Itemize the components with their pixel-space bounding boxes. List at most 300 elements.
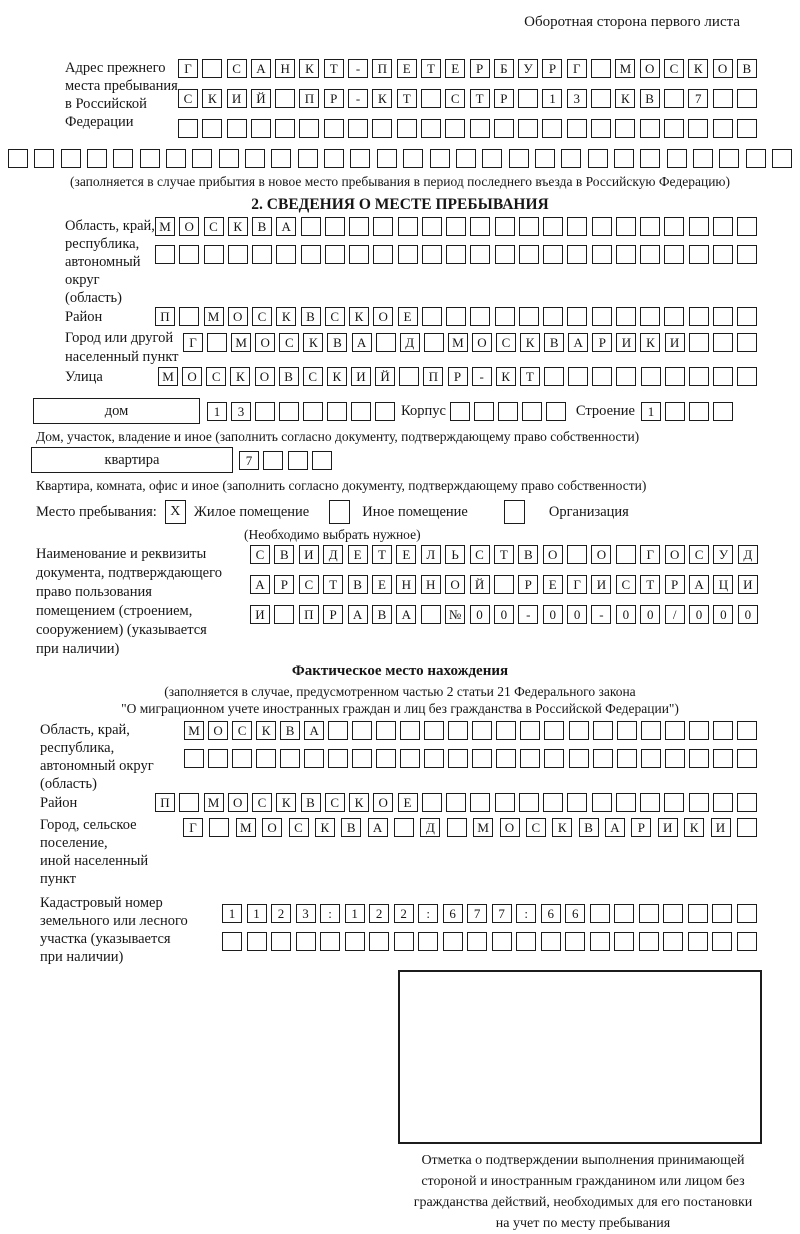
form-cell[interactable] xyxy=(641,749,661,768)
form-cell[interactable] xyxy=(664,245,684,264)
form-cell[interactable]: 0 xyxy=(640,605,660,624)
form-cell[interactable]: В xyxy=(341,818,361,837)
form-cell[interactable] xyxy=(369,932,389,951)
form-cell[interactable] xyxy=(274,605,294,624)
form-cell[interactable] xyxy=(543,217,563,236)
form-cell[interactable] xyxy=(376,721,396,740)
form-cell[interactable] xyxy=(166,149,186,168)
form-cell[interactable]: О xyxy=(228,307,248,326)
form-cell[interactable] xyxy=(256,749,276,768)
form-cell[interactable]: А xyxy=(689,575,709,594)
form-cell[interactable] xyxy=(592,245,612,264)
form-cell[interactable] xyxy=(470,217,490,236)
form-cell[interactable]: А xyxy=(251,59,271,78)
form-cell[interactable]: М xyxy=(448,333,468,352)
form-cell[interactable] xyxy=(8,149,28,168)
form-cell[interactable] xyxy=(616,545,636,564)
form-cell[interactable] xyxy=(737,307,757,326)
form-cell[interactable] xyxy=(737,217,757,236)
form-cell[interactable] xyxy=(737,367,757,386)
form-cell[interactable] xyxy=(565,932,585,951)
form-cell[interactable] xyxy=(312,451,332,470)
form-cell[interactable]: И xyxy=(738,575,758,594)
form-cell[interactable] xyxy=(421,119,441,138)
form-cell[interactable]: С xyxy=(325,307,345,326)
form-cell[interactable] xyxy=(663,904,683,923)
form-cell[interactable]: 6 xyxy=(443,904,463,923)
form-cell[interactable] xyxy=(567,545,587,564)
form-cell[interactable]: О xyxy=(472,333,492,352)
form-cell[interactable] xyxy=(737,245,757,264)
form-cell[interactable]: О xyxy=(373,793,393,812)
form-cell[interactable] xyxy=(737,904,757,923)
form-cell[interactable]: С xyxy=(445,89,465,108)
form-cell[interactable] xyxy=(689,307,709,326)
form-cell[interactable] xyxy=(376,749,396,768)
form-cell[interactable] xyxy=(424,333,444,352)
form-cell[interactable] xyxy=(492,932,512,951)
form-cell[interactable]: С xyxy=(470,545,490,564)
form-cell[interactable]: У xyxy=(713,545,733,564)
form-cell[interactable]: И xyxy=(711,818,731,837)
form-cell[interactable]: М xyxy=(473,818,493,837)
form-cell[interactable]: 0 xyxy=(616,605,636,624)
form-cell[interactable] xyxy=(614,904,634,923)
form-cell[interactable] xyxy=(245,149,265,168)
form-cell[interactable] xyxy=(422,307,442,326)
form-cell[interactable]: Г xyxy=(183,818,203,837)
form-cell[interactable] xyxy=(470,245,490,264)
form-cell[interactable] xyxy=(352,749,372,768)
form-cell[interactable]: К xyxy=(552,818,572,837)
form-cell[interactable] xyxy=(496,749,516,768)
form-cell[interactable] xyxy=(87,149,107,168)
form-cell[interactable] xyxy=(541,932,561,951)
form-cell[interactable] xyxy=(251,119,271,138)
form-cell[interactable]: К xyxy=(303,333,323,352)
form-cell[interactable]: 2 xyxy=(394,904,414,923)
form-cell[interactable] xyxy=(372,119,392,138)
form-cell[interactable] xyxy=(288,451,308,470)
form-cell[interactable]: 6 xyxy=(541,904,561,923)
form-cell[interactable]: Н xyxy=(396,575,416,594)
form-cell[interactable] xyxy=(688,932,708,951)
form-cell[interactable] xyxy=(689,402,709,421)
form-cell[interactable]: В xyxy=(301,793,321,812)
form-cell[interactable] xyxy=(665,367,685,386)
form-cell[interactable] xyxy=(472,721,492,740)
form-cell[interactable] xyxy=(375,402,395,421)
form-cell[interactable] xyxy=(470,119,490,138)
form-cell[interactable]: - xyxy=(591,605,611,624)
form-cell[interactable] xyxy=(350,149,370,168)
form-cell[interactable]: М xyxy=(615,59,635,78)
form-cell[interactable] xyxy=(422,217,442,236)
form-cell[interactable]: Е xyxy=(372,575,392,594)
form-cell[interactable] xyxy=(232,749,252,768)
form-cell[interactable] xyxy=(228,245,248,264)
form-cell[interactable] xyxy=(482,149,502,168)
form-cell[interactable] xyxy=(567,793,587,812)
form-cell[interactable]: О xyxy=(182,367,202,386)
form-cell[interactable]: С xyxy=(303,367,323,386)
form-cell[interactable]: / xyxy=(665,605,685,624)
form-cell[interactable] xyxy=(301,217,321,236)
form-cell[interactable] xyxy=(219,149,239,168)
form-cell[interactable]: Р xyxy=(324,89,344,108)
form-cell[interactable] xyxy=(446,793,466,812)
form-cell[interactable]: В xyxy=(640,89,660,108)
form-cell[interactable] xyxy=(202,59,222,78)
form-cell[interactable]: С xyxy=(232,721,252,740)
form-cell[interactable] xyxy=(450,402,470,421)
form-cell[interactable]: 0 xyxy=(738,605,758,624)
form-cell[interactable] xyxy=(535,149,555,168)
form-cell[interactable] xyxy=(456,149,476,168)
form-cell[interactable] xyxy=(640,245,660,264)
form-cell[interactable] xyxy=(689,245,709,264)
form-cell[interactable] xyxy=(772,149,792,168)
form-cell[interactable]: К xyxy=(327,367,347,386)
form-cell[interactable] xyxy=(403,149,423,168)
form-cell[interactable]: С xyxy=(689,545,709,564)
form-cell[interactable] xyxy=(713,793,733,812)
form-cell[interactable]: С xyxy=(616,575,636,594)
form-cell[interactable] xyxy=(689,217,709,236)
form-cell[interactable] xyxy=(737,333,757,352)
form-cell[interactable] xyxy=(352,721,372,740)
form-cell[interactable] xyxy=(569,721,589,740)
form-cell[interactable] xyxy=(398,217,418,236)
form-cell[interactable] xyxy=(689,333,709,352)
form-cell[interactable] xyxy=(470,793,490,812)
form-cell[interactable] xyxy=(641,721,661,740)
form-cell[interactable] xyxy=(665,402,685,421)
form-cell[interactable] xyxy=(616,367,636,386)
form-cell[interactable]: 1 xyxy=(247,904,267,923)
form-cell[interactable] xyxy=(567,307,587,326)
form-cell[interactable] xyxy=(688,904,708,923)
form-cell[interactable] xyxy=(519,307,539,326)
form-cell[interactable]: 7 xyxy=(688,89,708,108)
form-cell[interactable] xyxy=(494,119,514,138)
form-cell[interactable] xyxy=(543,245,563,264)
form-cell[interactable]: Т xyxy=(520,367,540,386)
form-cell[interactable] xyxy=(616,307,636,326)
form-cell[interactable]: С xyxy=(204,217,224,236)
form-cell[interactable]: К xyxy=(228,217,248,236)
form-cell[interactable] xyxy=(399,367,419,386)
form-cell[interactable] xyxy=(561,149,581,168)
form-cell[interactable]: К xyxy=(276,793,296,812)
form-cell[interactable]: О xyxy=(665,545,685,564)
form-cell[interactable] xyxy=(373,245,393,264)
form-cell[interactable] xyxy=(713,217,733,236)
form-cell[interactable]: М xyxy=(204,793,224,812)
form-cell[interactable] xyxy=(544,721,564,740)
form-cell[interactable] xyxy=(207,333,227,352)
form-cell[interactable]: П xyxy=(423,367,443,386)
form-cell[interactable] xyxy=(447,818,467,837)
form-cell[interactable]: Б xyxy=(494,59,514,78)
form-cell[interactable] xyxy=(227,119,247,138)
form-cell[interactable] xyxy=(276,245,296,264)
form-cell[interactable]: В xyxy=(737,59,757,78)
form-cell[interactable] xyxy=(296,932,316,951)
form-cell[interactable] xyxy=(422,793,442,812)
form-cell[interactable]: К xyxy=(688,59,708,78)
form-cell[interactable] xyxy=(689,793,709,812)
form-cell[interactable] xyxy=(298,149,318,168)
form-cell[interactable] xyxy=(304,749,324,768)
form-cell[interactable]: П xyxy=(299,605,319,624)
form-cell[interactable]: Р xyxy=(470,59,490,78)
form-cell[interactable]: М xyxy=(184,721,204,740)
form-cell[interactable]: К xyxy=(520,333,540,352)
form-cell[interactable]: Е xyxy=(445,59,465,78)
form-cell[interactable] xyxy=(472,749,492,768)
form-cell[interactable]: М xyxy=(236,818,256,837)
form-cell[interactable] xyxy=(325,217,345,236)
form-cell[interactable]: 2 xyxy=(271,904,291,923)
form-cell[interactable]: И xyxy=(250,605,270,624)
form-cell[interactable] xyxy=(61,149,81,168)
form-cell[interactable] xyxy=(737,793,757,812)
form-cell[interactable]: Р xyxy=(665,575,685,594)
form-cell[interactable] xyxy=(639,932,659,951)
form-cell[interactable] xyxy=(569,749,589,768)
form-cell[interactable]: С xyxy=(289,818,309,837)
form-cell[interactable] xyxy=(592,217,612,236)
organization-checkbox[interactable] xyxy=(504,500,525,524)
form-cell[interactable]: Е xyxy=(398,307,418,326)
form-cell[interactable] xyxy=(519,793,539,812)
form-cell[interactable]: К xyxy=(315,818,335,837)
form-cell[interactable]: С xyxy=(664,59,684,78)
form-cell[interactable]: О xyxy=(262,818,282,837)
form-cell[interactable] xyxy=(640,793,660,812)
form-cell[interactable] xyxy=(737,818,757,837)
form-cell[interactable]: 1 xyxy=(222,904,242,923)
form-cell[interactable]: Ц xyxy=(713,575,733,594)
form-cell[interactable] xyxy=(325,245,345,264)
form-cell[interactable] xyxy=(592,367,612,386)
form-cell[interactable] xyxy=(614,932,634,951)
form-cell[interactable]: А xyxy=(276,217,296,236)
form-cell[interactable] xyxy=(445,119,465,138)
form-cell[interactable]: К xyxy=(640,333,660,352)
form-cell[interactable]: 0 xyxy=(567,605,587,624)
form-cell[interactable] xyxy=(640,217,660,236)
form-cell[interactable]: Г xyxy=(183,333,203,352)
form-cell[interactable] xyxy=(546,402,566,421)
form-cell[interactable] xyxy=(518,89,538,108)
form-cell[interactable] xyxy=(327,402,347,421)
form-cell[interactable] xyxy=(252,245,272,264)
form-cell[interactable] xyxy=(209,818,229,837)
form-cell[interactable]: О xyxy=(445,575,465,594)
form-cell[interactable] xyxy=(424,721,444,740)
form-cell[interactable] xyxy=(448,749,468,768)
form-cell[interactable]: И xyxy=(591,575,611,594)
form-cell[interactable]: 2 xyxy=(369,904,389,923)
form-cell[interactable]: К xyxy=(230,367,250,386)
form-cell[interactable]: П xyxy=(155,307,175,326)
form-cell[interactable]: У xyxy=(518,59,538,78)
form-cell[interactable] xyxy=(345,932,365,951)
form-cell[interactable] xyxy=(737,749,757,768)
form-cell[interactable]: С xyxy=(496,333,516,352)
form-cell[interactable]: № xyxy=(445,605,465,624)
form-cell[interactable] xyxy=(373,217,393,236)
form-cell[interactable] xyxy=(394,932,414,951)
form-cell[interactable]: С xyxy=(252,307,272,326)
form-cell[interactable]: 7 xyxy=(467,904,487,923)
form-cell[interactable] xyxy=(271,932,291,951)
form-cell[interactable]: В xyxy=(274,545,294,564)
form-cell[interactable]: А xyxy=(568,333,588,352)
form-cell[interactable]: И xyxy=(351,367,371,386)
form-cell[interactable]: О xyxy=(255,367,275,386)
form-cell[interactable]: Г xyxy=(567,59,587,78)
form-cell[interactable]: В xyxy=(252,217,272,236)
form-cell[interactable]: 1 xyxy=(345,904,365,923)
form-cell[interactable] xyxy=(592,307,612,326)
form-cell[interactable]: Н xyxy=(275,59,295,78)
form-cell[interactable] xyxy=(301,245,321,264)
form-cell[interactable]: 0 xyxy=(543,605,563,624)
form-cell[interactable] xyxy=(179,793,199,812)
form-cell[interactable]: Ь xyxy=(445,545,465,564)
form-cell[interactable]: 1 xyxy=(542,89,562,108)
form-cell[interactable] xyxy=(568,367,588,386)
form-cell[interactable]: В xyxy=(279,367,299,386)
form-cell[interactable] xyxy=(324,119,344,138)
form-cell[interactable]: Р xyxy=(631,818,651,837)
form-cell[interactable]: О xyxy=(179,217,199,236)
form-cell[interactable] xyxy=(640,307,660,326)
form-cell[interactable] xyxy=(397,119,417,138)
form-cell[interactable] xyxy=(593,749,613,768)
form-cell[interactable] xyxy=(543,307,563,326)
form-cell[interactable] xyxy=(737,932,757,951)
form-cell[interactable]: О xyxy=(373,307,393,326)
form-cell[interactable] xyxy=(400,721,420,740)
form-cell[interactable] xyxy=(446,307,466,326)
form-cell[interactable] xyxy=(222,932,242,951)
form-cell[interactable]: 0 xyxy=(689,605,709,624)
form-cell[interactable]: В xyxy=(301,307,321,326)
form-cell[interactable] xyxy=(376,333,396,352)
form-cell[interactable] xyxy=(713,721,733,740)
form-cell[interactable] xyxy=(688,119,708,138)
form-cell[interactable]: И xyxy=(616,333,636,352)
form-cell[interactable] xyxy=(713,367,733,386)
form-cell[interactable] xyxy=(328,749,348,768)
form-cell[interactable]: П xyxy=(372,59,392,78)
form-cell[interactable]: А xyxy=(352,333,372,352)
form-cell[interactable] xyxy=(689,367,709,386)
form-cell[interactable] xyxy=(255,402,275,421)
form-cell[interactable] xyxy=(351,402,371,421)
form-cell[interactable]: О xyxy=(640,59,660,78)
form-cell[interactable] xyxy=(664,217,684,236)
form-cell[interactable] xyxy=(591,59,611,78)
other-premises-checkbox[interactable] xyxy=(329,500,350,524)
form-cell[interactable]: В xyxy=(579,818,599,837)
form-cell[interactable]: 0 xyxy=(713,605,733,624)
form-cell[interactable] xyxy=(664,119,684,138)
form-cell[interactable]: Д xyxy=(400,333,420,352)
form-cell[interactable] xyxy=(544,367,564,386)
form-cell[interactable]: О xyxy=(255,333,275,352)
form-cell[interactable]: Р xyxy=(494,89,514,108)
form-cell[interactable]: Е xyxy=(397,59,417,78)
form-cell[interactable] xyxy=(641,367,661,386)
form-cell[interactable]: Т xyxy=(494,545,514,564)
form-cell[interactable] xyxy=(184,749,204,768)
form-cell[interactable] xyxy=(522,402,542,421)
form-cell[interactable]: О xyxy=(208,721,228,740)
form-cell[interactable] xyxy=(202,119,222,138)
form-cell[interactable]: 0 xyxy=(470,605,490,624)
form-cell[interactable]: С xyxy=(325,793,345,812)
form-cell[interactable]: П xyxy=(155,793,175,812)
form-cell[interactable] xyxy=(303,402,323,421)
form-cell[interactable] xyxy=(498,402,518,421)
form-cell[interactable]: 0 xyxy=(494,605,514,624)
form-cell[interactable]: К xyxy=(684,818,704,837)
form-cell[interactable] xyxy=(737,89,757,108)
form-cell[interactable] xyxy=(280,749,300,768)
form-cell[interactable] xyxy=(494,575,514,594)
form-cell[interactable] xyxy=(446,217,466,236)
form-cell[interactable]: Г xyxy=(640,545,660,564)
form-cell[interactable]: В xyxy=(280,721,300,740)
form-cell[interactable] xyxy=(665,721,685,740)
form-cell[interactable]: О xyxy=(591,545,611,564)
form-cell[interactable]: С xyxy=(252,793,272,812)
form-cell[interactable]: Г xyxy=(567,575,587,594)
form-cell[interactable]: А xyxy=(605,818,625,837)
form-cell[interactable] xyxy=(271,149,291,168)
form-cell[interactable]: Т xyxy=(640,575,660,594)
form-cell[interactable] xyxy=(664,89,684,108)
form-cell[interactable] xyxy=(448,721,468,740)
form-cell[interactable] xyxy=(328,721,348,740)
form-cell[interactable]: - xyxy=(472,367,492,386)
form-cell[interactable]: 7 xyxy=(239,451,259,470)
form-cell[interactable] xyxy=(567,217,587,236)
form-cell[interactable]: Р xyxy=(542,59,562,78)
form-cell[interactable]: - xyxy=(348,59,368,78)
form-cell[interactable] xyxy=(495,217,515,236)
form-cell[interactable] xyxy=(617,749,637,768)
form-cell[interactable] xyxy=(349,245,369,264)
form-cell[interactable]: Р xyxy=(592,333,612,352)
form-cell[interactable] xyxy=(544,749,564,768)
form-cell[interactable] xyxy=(664,793,684,812)
form-cell[interactable] xyxy=(422,245,442,264)
form-cell[interactable] xyxy=(592,793,612,812)
form-cell[interactable] xyxy=(737,721,757,740)
form-cell[interactable]: М xyxy=(155,217,175,236)
form-cell[interactable]: : xyxy=(320,904,340,923)
form-cell[interactable]: 1 xyxy=(641,402,661,421)
form-cell[interactable]: К xyxy=(202,89,222,108)
form-cell[interactable] xyxy=(430,149,450,168)
form-cell[interactable] xyxy=(299,119,319,138)
